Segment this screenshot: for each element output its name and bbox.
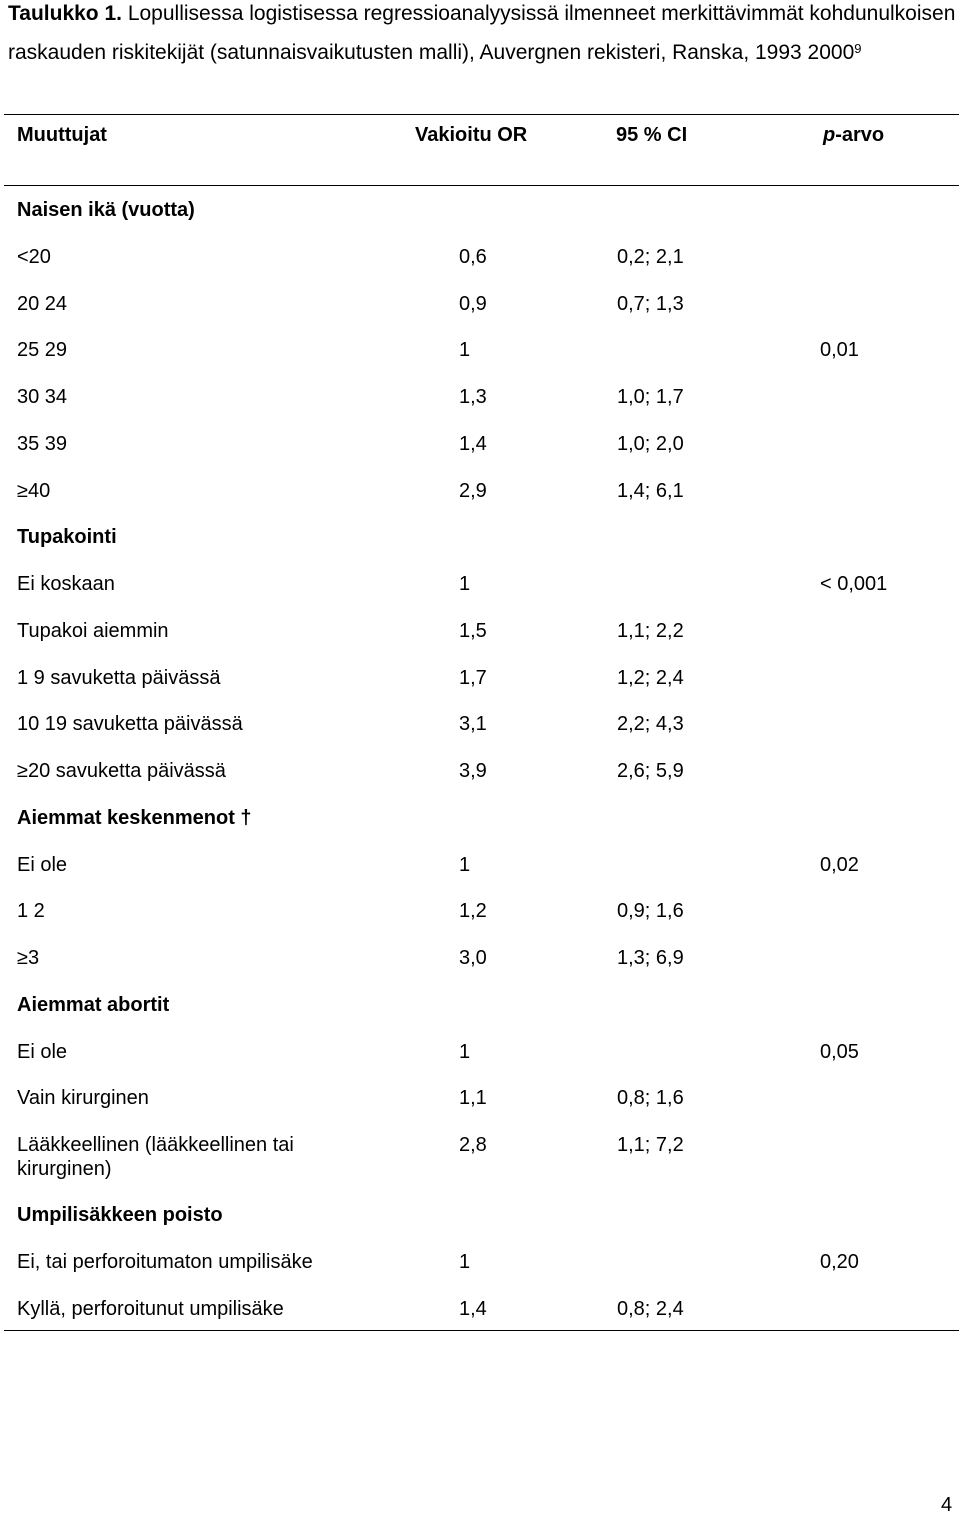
table-row xyxy=(0,1295,960,1342)
cell-adjusted-or: 1,7 xyxy=(459,666,487,689)
table-bottom-rule xyxy=(4,1330,959,1331)
page-number: 4 xyxy=(941,1494,953,1516)
table-group-row xyxy=(0,804,960,851)
cell-confidence-interval: 0,8; 2,4 xyxy=(617,1297,684,1320)
cell-adjusted-or: 3,9 xyxy=(459,760,487,782)
table-row xyxy=(0,757,960,804)
table-caption xyxy=(8,0,958,72)
cell-variable: <20 xyxy=(17,245,51,268)
cell-confidence-interval: 1,3; 6,9 xyxy=(617,947,684,969)
table-row xyxy=(0,477,960,524)
header-variable: Muuttujat xyxy=(17,124,107,146)
table-header-rule xyxy=(4,185,959,186)
cell-variable: 10 19 savuketta päivässä xyxy=(17,713,243,736)
cell-confidence-interval: 0,7; 1,3 xyxy=(617,292,684,315)
table-row xyxy=(0,897,960,944)
cell-adjusted-or: 1,3 xyxy=(459,386,487,408)
cell-p-value: 0,05 xyxy=(820,1040,859,1063)
table-group-row xyxy=(0,991,960,1038)
cell-confidence-interval: 0,2; 2,1 xyxy=(617,245,684,268)
cell-variable: Ei ole xyxy=(17,1040,68,1063)
cell-variable: Naisen ikä (vuotta) xyxy=(17,199,195,221)
header-confidence-interval: 95 % CI xyxy=(616,124,688,146)
table-row xyxy=(0,570,960,617)
cell-adjusted-or: 3,0 xyxy=(459,947,487,969)
cell-variable: Aiemmat keskenmenot † xyxy=(17,806,252,829)
cell-variable: Kyllä, perforoitunut umpilisäke xyxy=(17,1297,284,1320)
header-p-value xyxy=(823,124,884,147)
table-group-row xyxy=(0,196,960,243)
cell-confidence-interval: 1,1; 2,2 xyxy=(617,619,684,642)
cell-variable: 1 9 savuketta päivässä xyxy=(17,666,221,689)
table-row xyxy=(0,851,960,898)
cell-confidence-interval: 1,1; 7,2 xyxy=(617,1134,684,1156)
cell-confidence-interval: 2,2; 4,3 xyxy=(617,713,684,736)
caption-text: Lopullisessa logistisessa regressioanalyysissä ilmenneet merkittävimmät kohdunulkoisen raskauden riskitekijät (satunnaisvaikutusten malli), Auvergnen rekisteri, Ranska, 1993 2000 xyxy=(8,2,956,64)
table-body xyxy=(0,196,960,1341)
cell-confidence-interval: 2,6; 5,9 xyxy=(617,760,684,782)
cell-p-value: 0,20 xyxy=(820,1250,859,1273)
cell-p-value: 0,02 xyxy=(820,853,859,876)
cell-variable: Ei ole xyxy=(17,853,68,876)
cell-adjusted-or: 1 xyxy=(459,1250,471,1273)
table-row xyxy=(0,1131,960,1201)
cell-variable: Vain kirurginen xyxy=(17,1087,149,1110)
cell-adjusted-or: 1 xyxy=(459,853,471,876)
cell-adjusted-or: 0,6 xyxy=(459,245,487,268)
table-row xyxy=(0,1038,960,1085)
cell-variable: Lääkkeellinen (lääkkeellinen tai kirurginen) xyxy=(17,1134,294,1180)
header-p-italic: p xyxy=(823,124,836,146)
cell-p-value: 0,01 xyxy=(820,339,859,362)
cell-confidence-interval: 1,4; 6,1 xyxy=(617,479,684,502)
table-group-row xyxy=(0,523,960,570)
cell-adjusted-or: 1 xyxy=(459,573,471,595)
cell-variable: Umpilisäkkeen poisto xyxy=(17,1204,223,1226)
header-adjusted-or: Vakioitu OR xyxy=(415,124,528,146)
cell-variable: ≥40 xyxy=(17,479,51,502)
table-row xyxy=(0,336,960,383)
cell-variable: Aiemmat abortit xyxy=(17,993,170,1016)
cell-variable: Ei, tai perforoitumaton umpilisäke xyxy=(17,1250,313,1273)
cell-adjusted-or: 0,9 xyxy=(459,292,487,315)
cell-adjusted-or: 2,8 xyxy=(459,1134,487,1156)
cell-adjusted-or: 1,4 xyxy=(459,1297,487,1320)
table-row xyxy=(0,1248,960,1295)
table-row xyxy=(0,430,960,477)
cell-confidence-interval: 0,9; 1,6 xyxy=(617,900,684,923)
cell-variable: Ei koskaan xyxy=(17,573,115,595)
cell-adjusted-or: 1 xyxy=(459,339,471,362)
table-row xyxy=(0,290,960,337)
cell-adjusted-or: 1 xyxy=(459,1040,471,1063)
cell-adjusted-or: 1,5 xyxy=(459,619,487,642)
cell-confidence-interval: 1,0; 2,0 xyxy=(617,432,684,455)
table-row xyxy=(0,944,960,991)
cell-variable: ≥20 savuketta päivässä xyxy=(17,760,226,782)
cell-p-value: < 0,001 xyxy=(820,573,888,595)
cell-adjusted-or: 2,9 xyxy=(459,479,487,502)
cell-variable: 35 39 xyxy=(17,432,68,455)
cell-variable: 1 2 xyxy=(17,900,45,923)
table-header-row xyxy=(0,124,960,154)
cell-variable: Tupakoi aiemmin xyxy=(17,619,169,642)
cell-adjusted-or: 3,1 xyxy=(459,713,487,736)
table-top-rule xyxy=(4,114,959,115)
cell-adjusted-or: 1,1 xyxy=(459,1087,487,1110)
cell-variable: 30 34 xyxy=(17,386,68,408)
table-row xyxy=(0,383,960,430)
cell-variable: Tupakointi xyxy=(17,526,117,549)
cell-adjusted-or: 1,2 xyxy=(459,900,487,923)
cell-confidence-interval: 0,8; 1,6 xyxy=(617,1087,684,1110)
table-row xyxy=(0,617,960,664)
cell-variable: 25 29 xyxy=(17,339,68,362)
cell-confidence-interval: 1,0; 1,7 xyxy=(617,386,684,408)
cell-variable: ≥3 xyxy=(17,947,40,969)
cell-adjusted-or: 1,4 xyxy=(459,432,487,455)
caption-reference: 9 xyxy=(854,41,862,56)
table-row xyxy=(0,710,960,757)
caption-label: Taulukko 1. xyxy=(8,2,122,25)
table-row xyxy=(0,1084,960,1131)
cell-variable: 20 24 xyxy=(17,292,68,315)
table-row xyxy=(0,243,960,290)
table-row xyxy=(0,664,960,711)
table-group-row xyxy=(0,1201,960,1248)
cell-confidence-interval: 1,2; 2,4 xyxy=(617,666,684,689)
header-p-rest: -arvo xyxy=(835,124,885,146)
